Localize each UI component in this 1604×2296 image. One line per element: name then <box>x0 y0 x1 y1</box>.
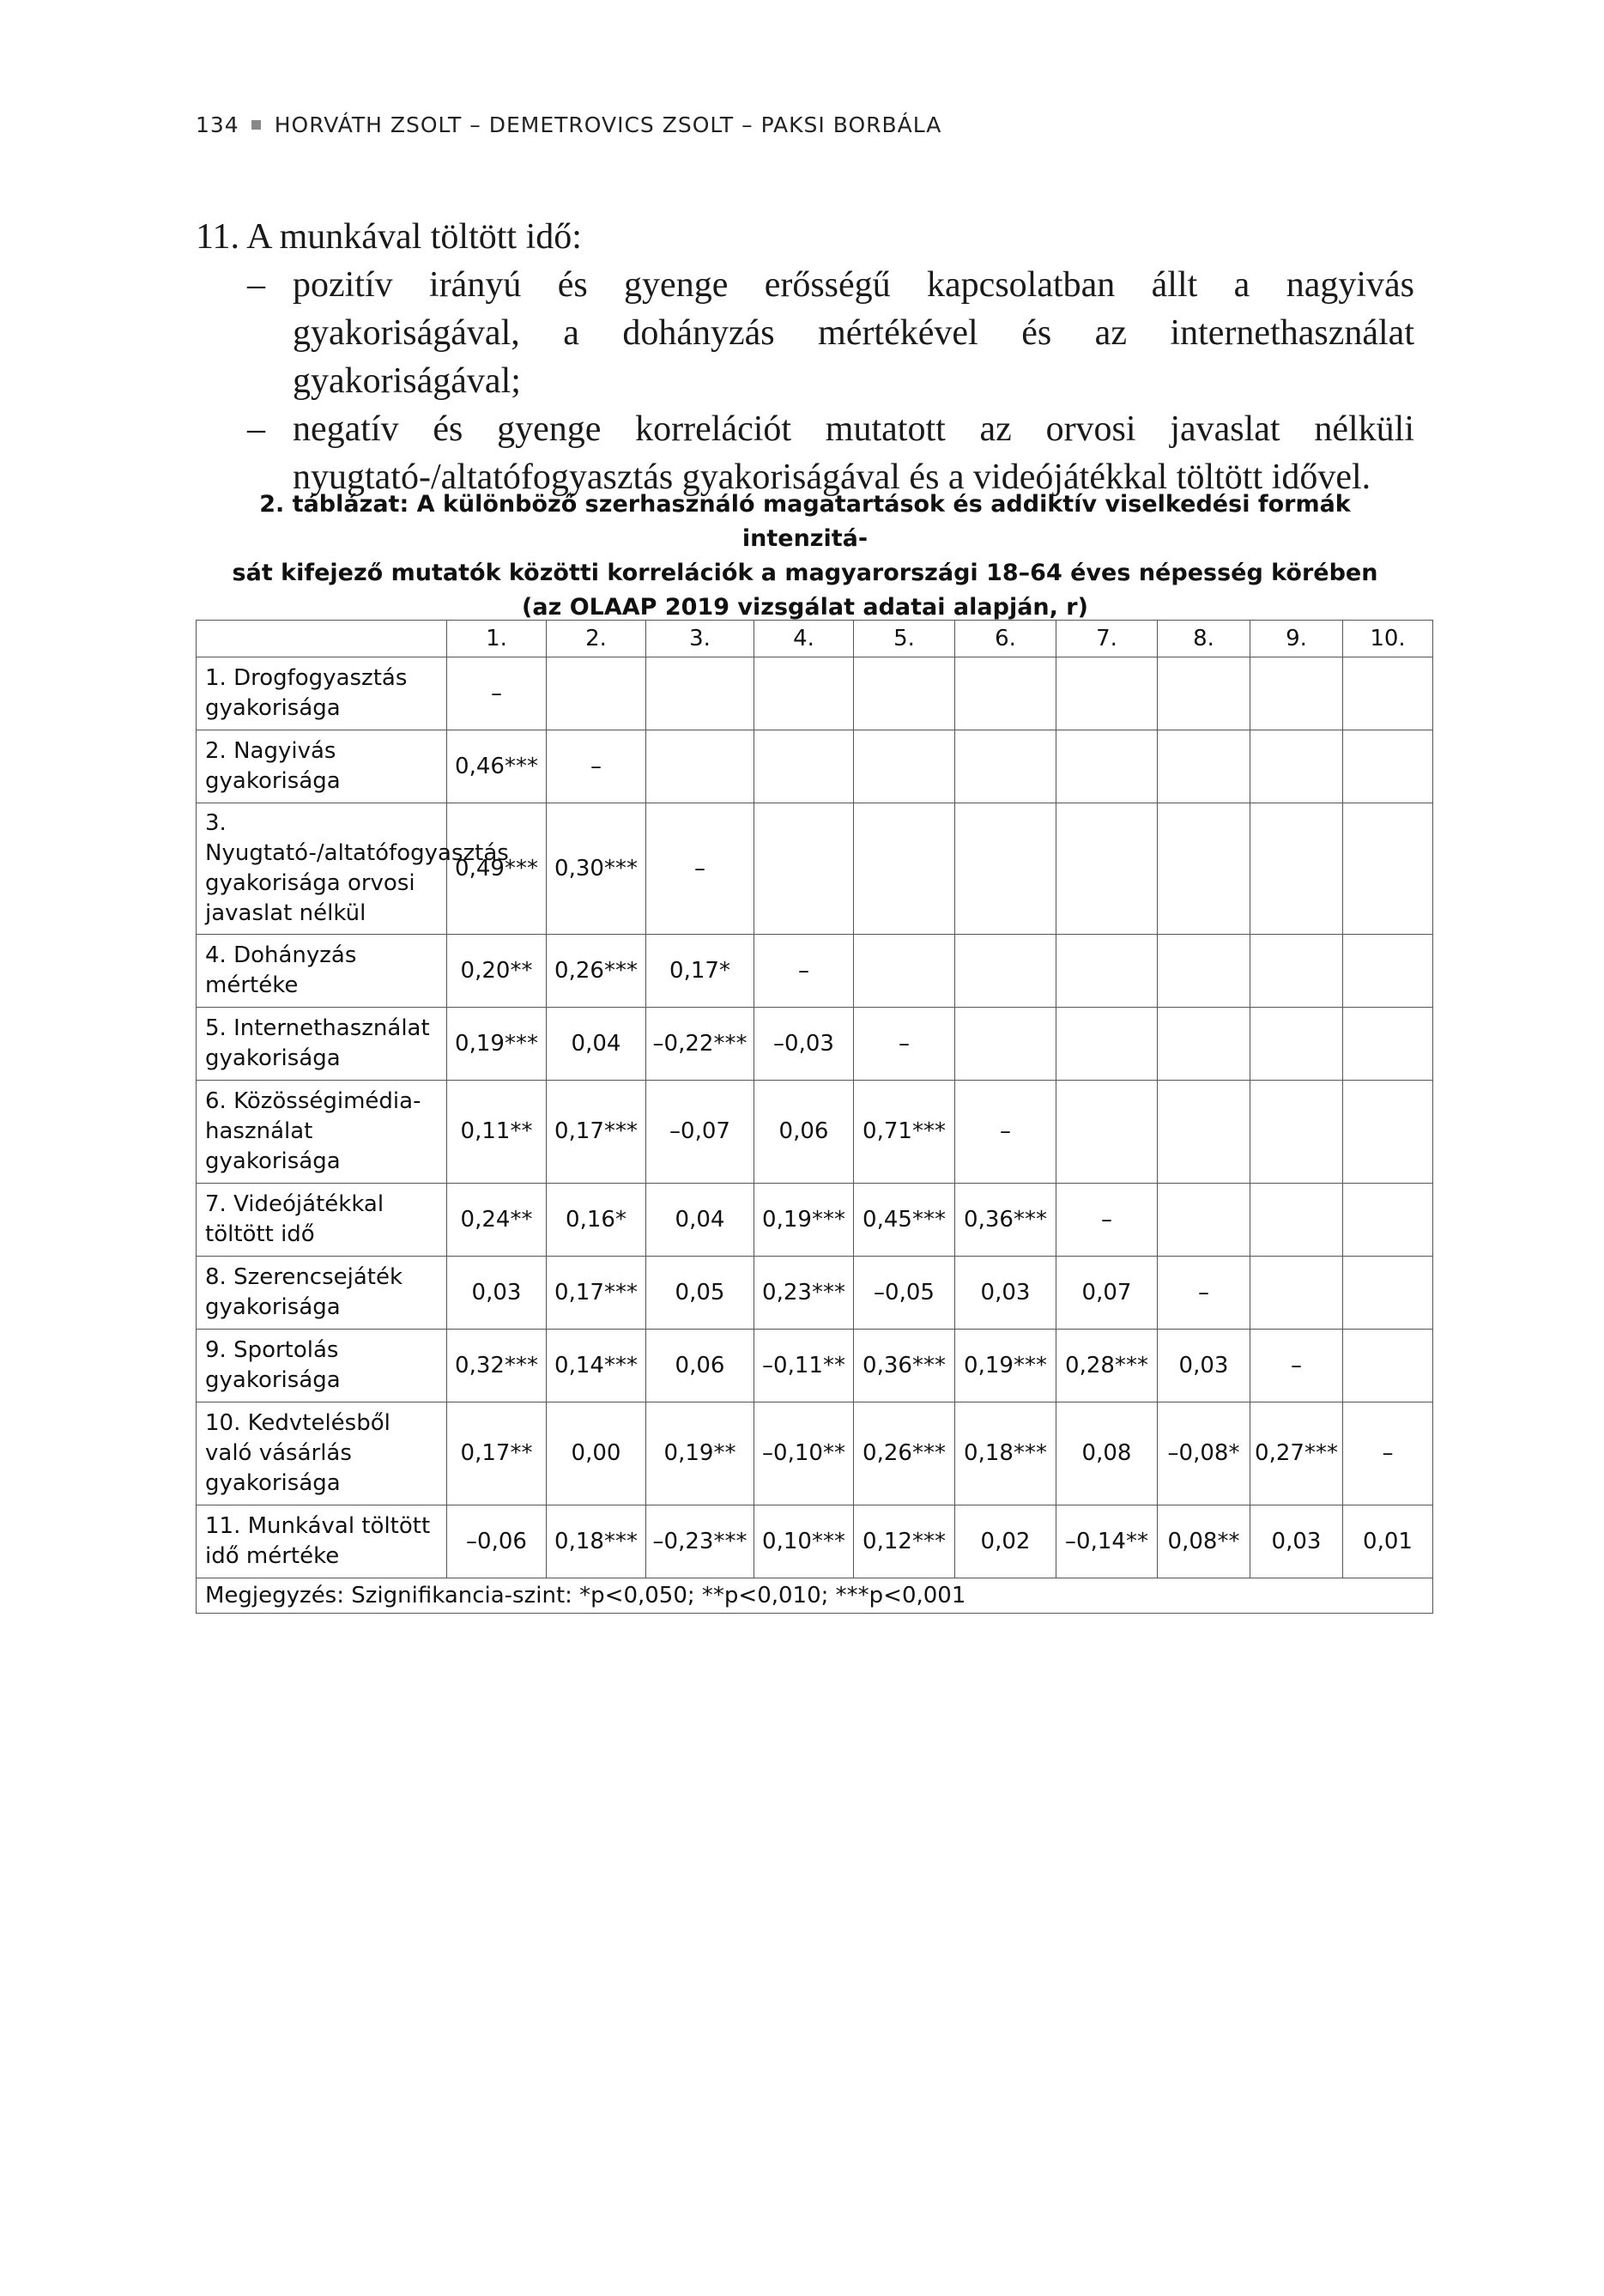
correlation-cell <box>1343 1184 1433 1257</box>
correlation-cell: –0,05 <box>854 1257 955 1330</box>
correlation-cell: 0,12*** <box>854 1505 955 1578</box>
correlation-cell <box>1158 730 1250 803</box>
correlation-cell: 0,10*** <box>754 1505 854 1578</box>
correlation-cell: 0,30*** <box>547 803 646 935</box>
dash-marker: – <box>247 409 265 449</box>
authors: HORVÁTH ZSOLT – DEMETROVICS ZSOLT – PAKSI BORBÁLA <box>274 112 942 137</box>
correlation-cell: 0,18*** <box>547 1505 646 1578</box>
correlation-cell: 0,17** <box>447 1402 547 1505</box>
table-row <box>197 935 1433 1008</box>
correlation-cell <box>547 657 646 730</box>
correlation-cell: 0,49*** <box>447 803 547 935</box>
correlation-cell: 0,11** <box>447 1081 547 1184</box>
table-row <box>197 1257 1433 1330</box>
correlation-cell <box>1056 935 1158 1008</box>
table-row <box>197 1402 1433 1505</box>
correlation-cell <box>854 935 955 1008</box>
correlation-cell <box>854 803 955 935</box>
correlation-cell: –0,10** <box>754 1402 854 1505</box>
correlation-cell <box>1158 1008 1250 1081</box>
correlation-cell: 0,24** <box>447 1184 547 1257</box>
correlation-cell: 0,04 <box>646 1184 754 1257</box>
table-row <box>197 1184 1433 1257</box>
page-number: 134 <box>196 112 239 137</box>
correlation-cell <box>1158 1081 1250 1184</box>
correlation-cell: –0,08* <box>1158 1402 1250 1505</box>
correlation-cell: –0,07 <box>646 1081 754 1184</box>
table-row <box>197 730 1433 803</box>
header-corner-cell <box>197 621 447 657</box>
correlation-cell <box>1250 803 1343 935</box>
table-row <box>197 1505 1433 1578</box>
correlation-cell <box>1250 1257 1343 1330</box>
table-row <box>197 1330 1433 1402</box>
correlation-cell: – <box>1343 1402 1433 1505</box>
caption-line: 2. táblázat: A különböző szerhasználó magatartások és addiktív viselkedési formák intenzitá- <box>259 491 1351 552</box>
table-caption <box>196 488 1414 625</box>
row-label: 5. Internethasználat gyakorisága <box>197 1008 447 1081</box>
list-item-11 <box>196 213 1414 501</box>
running-head <box>196 112 941 137</box>
correlation-cell <box>1250 730 1343 803</box>
correlation-cell <box>646 730 754 803</box>
correlation-cell: 0,08 <box>1056 1402 1158 1505</box>
correlation-cell: 0,36*** <box>854 1330 955 1402</box>
correlation-cell <box>955 1008 1056 1081</box>
correlation-cell <box>1343 935 1433 1008</box>
row-label: 2. Nagyivás gyakorisága <box>197 730 447 803</box>
correlation-cell: –0,11** <box>754 1330 854 1402</box>
correlation-cell: 0,71*** <box>854 1081 955 1184</box>
correlation-cell: 0,17* <box>646 935 754 1008</box>
correlation-cell: 0,00 <box>547 1402 646 1505</box>
correlation-cell: – <box>646 803 754 935</box>
correlation-cell <box>1250 1008 1343 1081</box>
correlation-cell: 0,17*** <box>547 1081 646 1184</box>
correlation-cell <box>1343 1081 1433 1184</box>
correlation-cell: 0,06 <box>754 1081 854 1184</box>
correlation-cell <box>1056 730 1158 803</box>
correlation-cell <box>1343 1008 1433 1081</box>
correlation-cell: –0,14** <box>1056 1505 1158 1578</box>
correlation-cell <box>1343 803 1433 935</box>
caption-line: (az OLAAP 2019 vizsgálat adatai alapján, r) <box>522 594 1088 621</box>
correlation-cell: –0,03 <box>754 1008 854 1081</box>
correlation-cell <box>1250 657 1343 730</box>
table-note-row <box>197 1578 1433 1614</box>
row-label: 6. Közösségimédia-használat gyakorisága <box>197 1081 447 1184</box>
correlation-cell <box>1343 1257 1433 1330</box>
correlation-cell: 0,03 <box>447 1257 547 1330</box>
correlation-cell <box>1158 935 1250 1008</box>
row-label: 8. Szerencsejáték gyakorisága <box>197 1257 447 1330</box>
correlation-cell: 0,27*** <box>1250 1402 1343 1505</box>
row-label: 7. Videójátékkal töltött idő <box>197 1184 447 1257</box>
correlation-cell <box>1343 1330 1433 1402</box>
correlation-cell <box>1250 1081 1343 1184</box>
column-header: 2. <box>547 621 646 657</box>
table-header-row <box>197 621 1433 657</box>
correlation-cell: 0,16* <box>547 1184 646 1257</box>
correlation-cell <box>1158 1184 1250 1257</box>
table-row <box>197 803 1433 935</box>
row-label: 1. Drogfogyasztás gyakorisága <box>197 657 447 730</box>
correlation-cell: – <box>955 1081 1056 1184</box>
correlation-cell <box>1250 935 1343 1008</box>
column-header: 9. <box>1250 621 1343 657</box>
correlation-cell: 0,04 <box>547 1008 646 1081</box>
correlation-cell: 0,20** <box>447 935 547 1008</box>
correlation-cell: 0,03 <box>1158 1330 1250 1402</box>
correlation-cell <box>1056 803 1158 935</box>
correlation-cell: 0,19*** <box>955 1330 1056 1402</box>
correlation-cell <box>1056 1008 1158 1081</box>
correlation-cell: – <box>1250 1330 1343 1402</box>
row-label: 9. Sportolás gyakorisága <box>197 1330 447 1402</box>
row-label: 11. Munkával töltött idő mértéke <box>197 1505 447 1578</box>
correlation-cell <box>754 803 854 935</box>
bullet-text: pozitív irányú és gyenge erősségű kapcsolatban állt a nagyivás gyakoriságával, a dohányzás mértékével és az internethasználat gyakoriságával; <box>293 265 1414 401</box>
correlation-cell <box>754 730 854 803</box>
column-header: 1. <box>447 621 547 657</box>
correlation-cell: 0,18*** <box>955 1402 1056 1505</box>
table-row <box>197 1081 1433 1184</box>
bullet-positive <box>196 261 1414 405</box>
table-note: Megjegyzés: Szignifikancia-szint: *p<0,050; **p<0,010; ***p<0,001 <box>197 1578 1433 1614</box>
correlation-cell: 0,07 <box>1056 1257 1158 1330</box>
correlation-cell: – <box>1158 1257 1250 1330</box>
correlation-cell: – <box>1056 1184 1158 1257</box>
correlation-cell: –0,22*** <box>646 1008 754 1081</box>
correlation-cell: 0,17*** <box>547 1257 646 1330</box>
correlation-cell: – <box>447 657 547 730</box>
correlation-cell: – <box>754 935 854 1008</box>
square-bullet-icon <box>251 120 261 130</box>
correlation-cell: 0,05 <box>646 1257 754 1330</box>
correlation-cell: 0,08** <box>1158 1505 1250 1578</box>
table-row <box>197 1008 1433 1081</box>
correlation-cell: 0,28*** <box>1056 1330 1158 1402</box>
correlation-cell: 0,03 <box>955 1257 1056 1330</box>
correlation-cell: 0,03 <box>1250 1505 1343 1578</box>
column-header: 6. <box>955 621 1056 657</box>
correlation-cell: 0,36*** <box>955 1184 1056 1257</box>
correlation-cell <box>1158 803 1250 935</box>
correlation-cell <box>1343 730 1433 803</box>
correlation-cell: 0,19*** <box>447 1008 547 1081</box>
correlation-cell <box>1056 1081 1158 1184</box>
correlation-cell: 0,32*** <box>447 1330 547 1402</box>
correlation-cell <box>854 657 955 730</box>
correlation-cell <box>955 657 1056 730</box>
correlation-cell <box>1250 1184 1343 1257</box>
correlation-cell: 0,19*** <box>754 1184 854 1257</box>
correlation-cell <box>1343 657 1433 730</box>
correlation-table <box>196 620 1433 1614</box>
correlation-cell <box>1158 657 1250 730</box>
column-header: 3. <box>646 621 754 657</box>
correlation-cell <box>646 657 754 730</box>
correlation-cell: 0,19** <box>646 1402 754 1505</box>
dash-marker: – <box>247 265 265 305</box>
correlation-cell: – <box>854 1008 955 1081</box>
correlation-cell: 0,45*** <box>854 1184 955 1257</box>
row-label: 3. Nyugtató-/altatófogyasztás gyakorisága orvosi javaslat nélkül <box>197 803 447 935</box>
correlation-cell <box>1056 657 1158 730</box>
correlation-cell <box>955 935 1056 1008</box>
column-header: 10. <box>1343 621 1433 657</box>
column-header: 8. <box>1158 621 1250 657</box>
correlation-cell <box>854 730 955 803</box>
caption-line: sát kifejező mutatók közötti korrelációk a magyarországi 18–64 éves népesség körében <box>232 560 1378 586</box>
correlation-cell <box>955 803 1056 935</box>
correlation-cell: –0,23*** <box>646 1505 754 1578</box>
correlation-cell: 0,02 <box>955 1505 1056 1578</box>
correlation-cell: 0,46*** <box>447 730 547 803</box>
column-header: 7. <box>1056 621 1158 657</box>
row-label: 10. Kedvtelésből való vásárlás gyakorisága <box>197 1402 447 1505</box>
correlation-cell: –0,06 <box>447 1505 547 1578</box>
correlation-cell: 0,26*** <box>547 935 646 1008</box>
bullet-text: negatív és gyenge korrelációt mutatott az orvosi javaslat nélküli nyugtató-/altatófogyasztás gyakoriságával és a videójátékkal töltött idővel. <box>293 409 1414 497</box>
correlation-cell: 0,26*** <box>854 1402 955 1505</box>
correlation-cell: 0,23*** <box>754 1257 854 1330</box>
correlation-cell <box>754 657 854 730</box>
column-header: 4. <box>754 621 854 657</box>
correlation-cell: – <box>547 730 646 803</box>
correlation-cell: 0,14*** <box>547 1330 646 1402</box>
table-row <box>197 657 1433 730</box>
correlation-cell: 0,01 <box>1343 1505 1433 1578</box>
correlation-cell <box>955 730 1056 803</box>
row-label: 4. Dohányzás mértéke <box>197 935 447 1008</box>
item-title: 11. A munkával töltött idő: <box>196 217 582 257</box>
correlation-cell: 0,06 <box>646 1330 754 1402</box>
column-header: 5. <box>854 621 955 657</box>
